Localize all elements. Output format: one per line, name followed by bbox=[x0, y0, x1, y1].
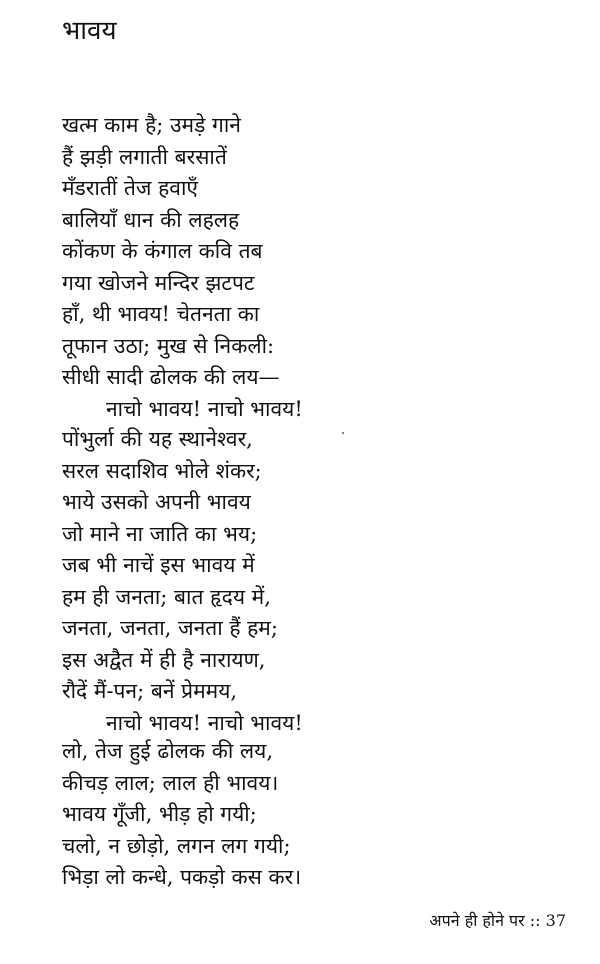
poem-line: खत्म काम है; उमड़े गाने bbox=[62, 113, 241, 137]
stanza-1 bbox=[62, 110, 532, 425]
page-footer bbox=[429, 910, 566, 932]
poem-line: सरल सदाशिव भोले शंकर; bbox=[62, 458, 262, 483]
footer-separator: :: bbox=[529, 911, 541, 930]
poem-line: भाये उसको अपनी भावय bbox=[62, 490, 251, 514]
poem-title: भावय bbox=[62, 16, 117, 46]
poem-line: कीचड़ लाल; लाल ही भावय। bbox=[62, 770, 279, 795]
poem-line: सीधी सादी ढोलक की लय— bbox=[62, 365, 280, 389]
poem-refrain: नाचो भावय! नाचो भावय! bbox=[106, 710, 303, 735]
poem-line: चलो, न छोड़ो, लगन लग गयी; bbox=[62, 833, 291, 858]
poem-line: बालियाँ धान की लहलह bbox=[62, 207, 240, 232]
poem-line: रौदें मैं-पन; बनें प्रेममय, bbox=[62, 679, 238, 703]
poem-line: जब भी नाचें इस भावय में bbox=[62, 553, 255, 577]
poem-line: लो, तेज हुई ढोलक की लय, bbox=[62, 739, 274, 763]
poem-line: हैं झड़ी लगाती बरसातें bbox=[62, 144, 227, 169]
poem-line: जनता, जनता, जनता हैं हम; bbox=[62, 616, 278, 640]
poem-line: जो माने ना जाति का भय; bbox=[62, 521, 258, 546]
poem-line: भिड़ा लो कन्धे, पकड़ो कस कर। bbox=[62, 865, 302, 889]
poem-line: भावय गूँजी, भीड़ हो गयी; bbox=[62, 802, 257, 826]
poem-line: हाँ, थी भावय! चेतनता का bbox=[62, 302, 260, 326]
poem-line: कोंकण के कंगाल कवि तब bbox=[62, 239, 263, 263]
poem-line: मँडरातीं तेज हवाएँ bbox=[62, 176, 199, 200]
stanza-3 bbox=[62, 736, 532, 894]
poem-line: गया खोजने मन्दिर झटपट bbox=[62, 270, 255, 295]
poem-line: हम ही जनता; बात हृदय में, bbox=[62, 584, 271, 609]
page-number: 37 bbox=[545, 911, 566, 930]
running-title: अपने ही होने पर bbox=[429, 911, 525, 930]
poem-line: पोंभुर्ला की यह स्थानेश्वर, bbox=[62, 427, 253, 451]
poem-line: तूफान उठा; मुख से निकली: bbox=[62, 333, 275, 358]
stanza-2 bbox=[62, 424, 532, 739]
poem-line: इस अद्वैत में ही है नारायण, bbox=[62, 647, 266, 672]
poem-refrain: नाचो भावय! नाचो भावय! bbox=[106, 396, 303, 421]
